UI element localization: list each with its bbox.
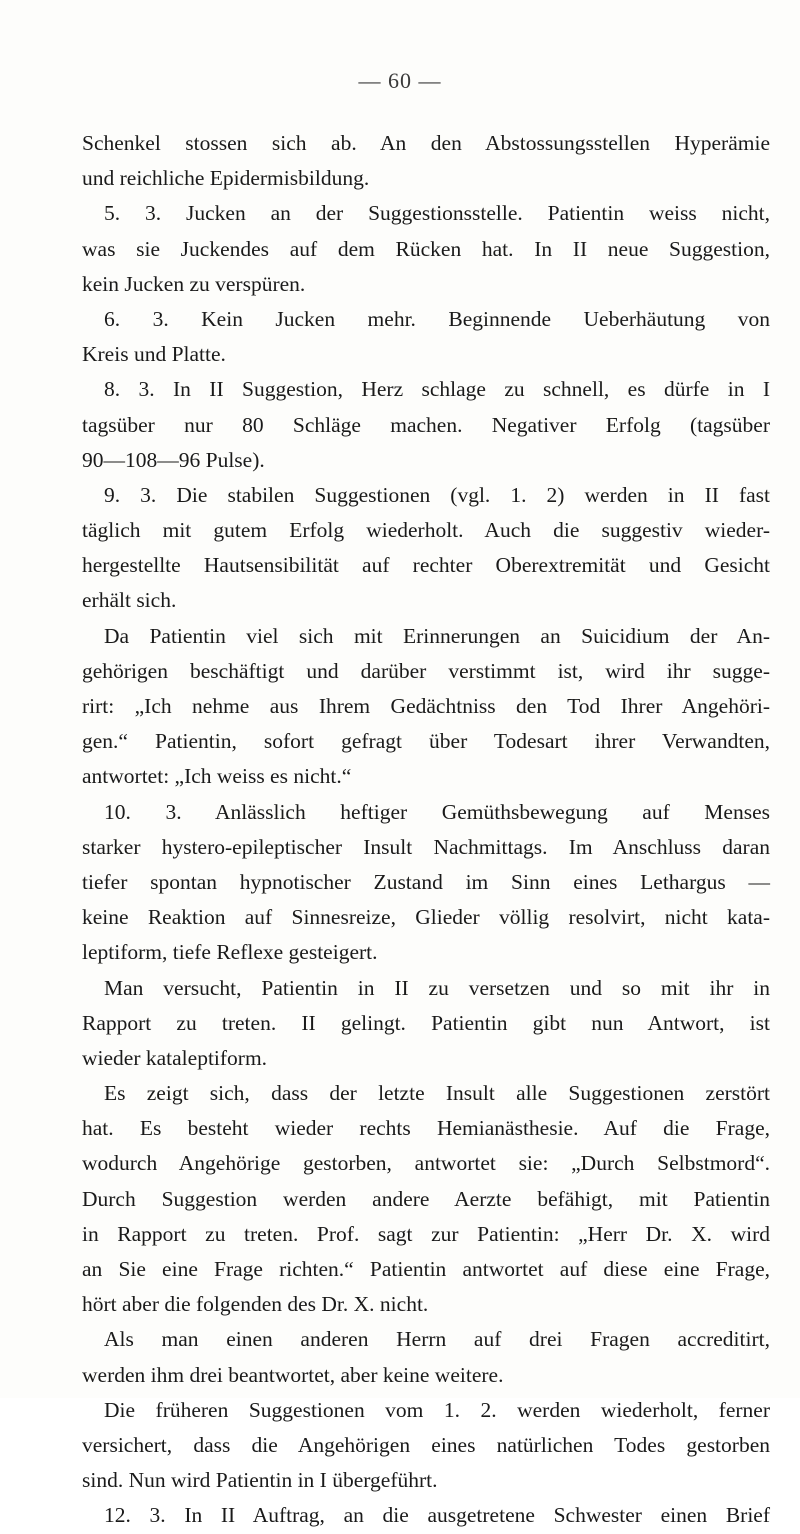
text-line: 90—108—96 Pulse). [82,447,265,472]
text-line: rirt: „Ich nehme aus Ihrem Gedächtniss den Tod Ihrer Angehöri- [82,694,770,718]
text-line: Da Patientin viel sich mit Erinnerungen an Suicidium der An- [104,623,770,648]
text-line: 8. 3. In II Suggestion, Herz schlage zu schnell, es dürfe in I [104,377,770,402]
text-line: Kreis und Platte. [82,342,226,367]
text-line: in Rapport zu treten. Prof. sagt zur Patientin: „Herr Dr. X. wird [82,1221,770,1246]
text-line: gen.“ Patientin, sofort gefragt über Todesart ihrer Verwandten, [82,729,770,754]
text-line: keine Reaktion auf Sinnesreize, Glieder völlig resolvirt, nicht kata- [82,905,770,930]
text-line: hat. Es besteht wieder rechts Hemianästhesie. Auf die Frage, [82,1116,770,1141]
text-line: wieder kataleptiform. [82,1045,268,1070]
text-line: starker hystero-epileptischer Insult Nachmittags. Im Anschluss daran [82,834,770,859]
text-line: 10. 3. Anlässlich heftiger Gemüthsbewegung auf Menses [104,799,770,824]
text-line: 12. 3. In II Auftrag, an die ausgetretene Schwester einen Brief [104,1503,770,1528]
text-line: tagsüber nur 80 Schläge machen. Negativer Erfolg (tagsüber [82,412,770,437]
text-line: Durch Suggestion werden andere Aerzte befähigt, mit Patientin [82,1186,770,1211]
text-line: Schenkel stossen sich ab. An den Abstossungsstellen Hyperämie [82,131,770,155]
text-line: was sie Juckendes auf dem Rücken hat. In II neue Suggestion, [82,236,770,261]
text-line: hergestellte Hautsensibilität auf rechter Oberextremität und Gesicht [82,553,770,578]
text-line: 6. 3. Kein Jucken mehr. Beginnende Ueberhäutung von [104,306,770,331]
text-line: sind. Nun wird Patientin in I übergeführt. [82,1468,438,1493]
text-line: tiefer spontan hypnotischer Zustand im Sinn eines Lethargus — [82,869,770,894]
text-line: Es zeigt sich, dass der letzte Insult alle Suggestionen zerstört [104,1081,770,1106]
text-line: versichert, dass die Angehörigen eines natürlichen Todes gestorben [82,1432,770,1457]
text-line: gehörigen beschäftigt und darüber verstimmt ist, wird ihr sugge- [82,658,770,683]
text-line: kein Jucken zu verspüren. [82,271,306,296]
text-line: Man versucht, Patientin in II zu versetzen und so mit ihr in [104,975,770,1000]
text-line: 5. 3. Jucken an der Suggestionsstelle. Patientin weiss nicht, [104,201,770,226]
text-line: und reichliche Epidermisbildung. [82,166,370,191]
text-line: Als man einen anderen Herrn auf drei Fragen accreditirt, [104,1327,770,1352]
text-line: erhält sich. [82,588,177,613]
text-line: Die früheren Suggestionen vom 1. 2. werden wiederholt, ferner [104,1397,770,1422]
body-text [82,126,770,1534]
text-line: wodurch Angehörige gestorben, antwortet sie: „Durch Selbstmord“. [82,1151,770,1176]
text-line: täglich mit gutem Erfolg wiederholt. Auch die suggestiv wieder- [82,518,770,543]
text-line: hört aber die folgenden des Dr. X. nicht. [82,1292,429,1317]
text-line: leptiform, tiefe Reflexe gesteigert. [82,940,378,965]
text-line: Rapport zu treten. II gelingt. Patientin gibt nun Antwort, ist [82,1010,770,1035]
text-line: 9. 3. Die stabilen Suggestionen (vgl. 1. 2) werden in II fast [104,482,770,507]
text-line: an Sie eine Frage richten.“ Patientin antwortet auf diese eine Frage, [82,1257,770,1281]
text-line: werden ihm drei beantwortet, aber keine weitere. [82,1362,504,1387]
text-line: antwortet: „Ich weiss es nicht.“ [82,764,352,789]
page-number: — 60 — [358,68,442,93]
